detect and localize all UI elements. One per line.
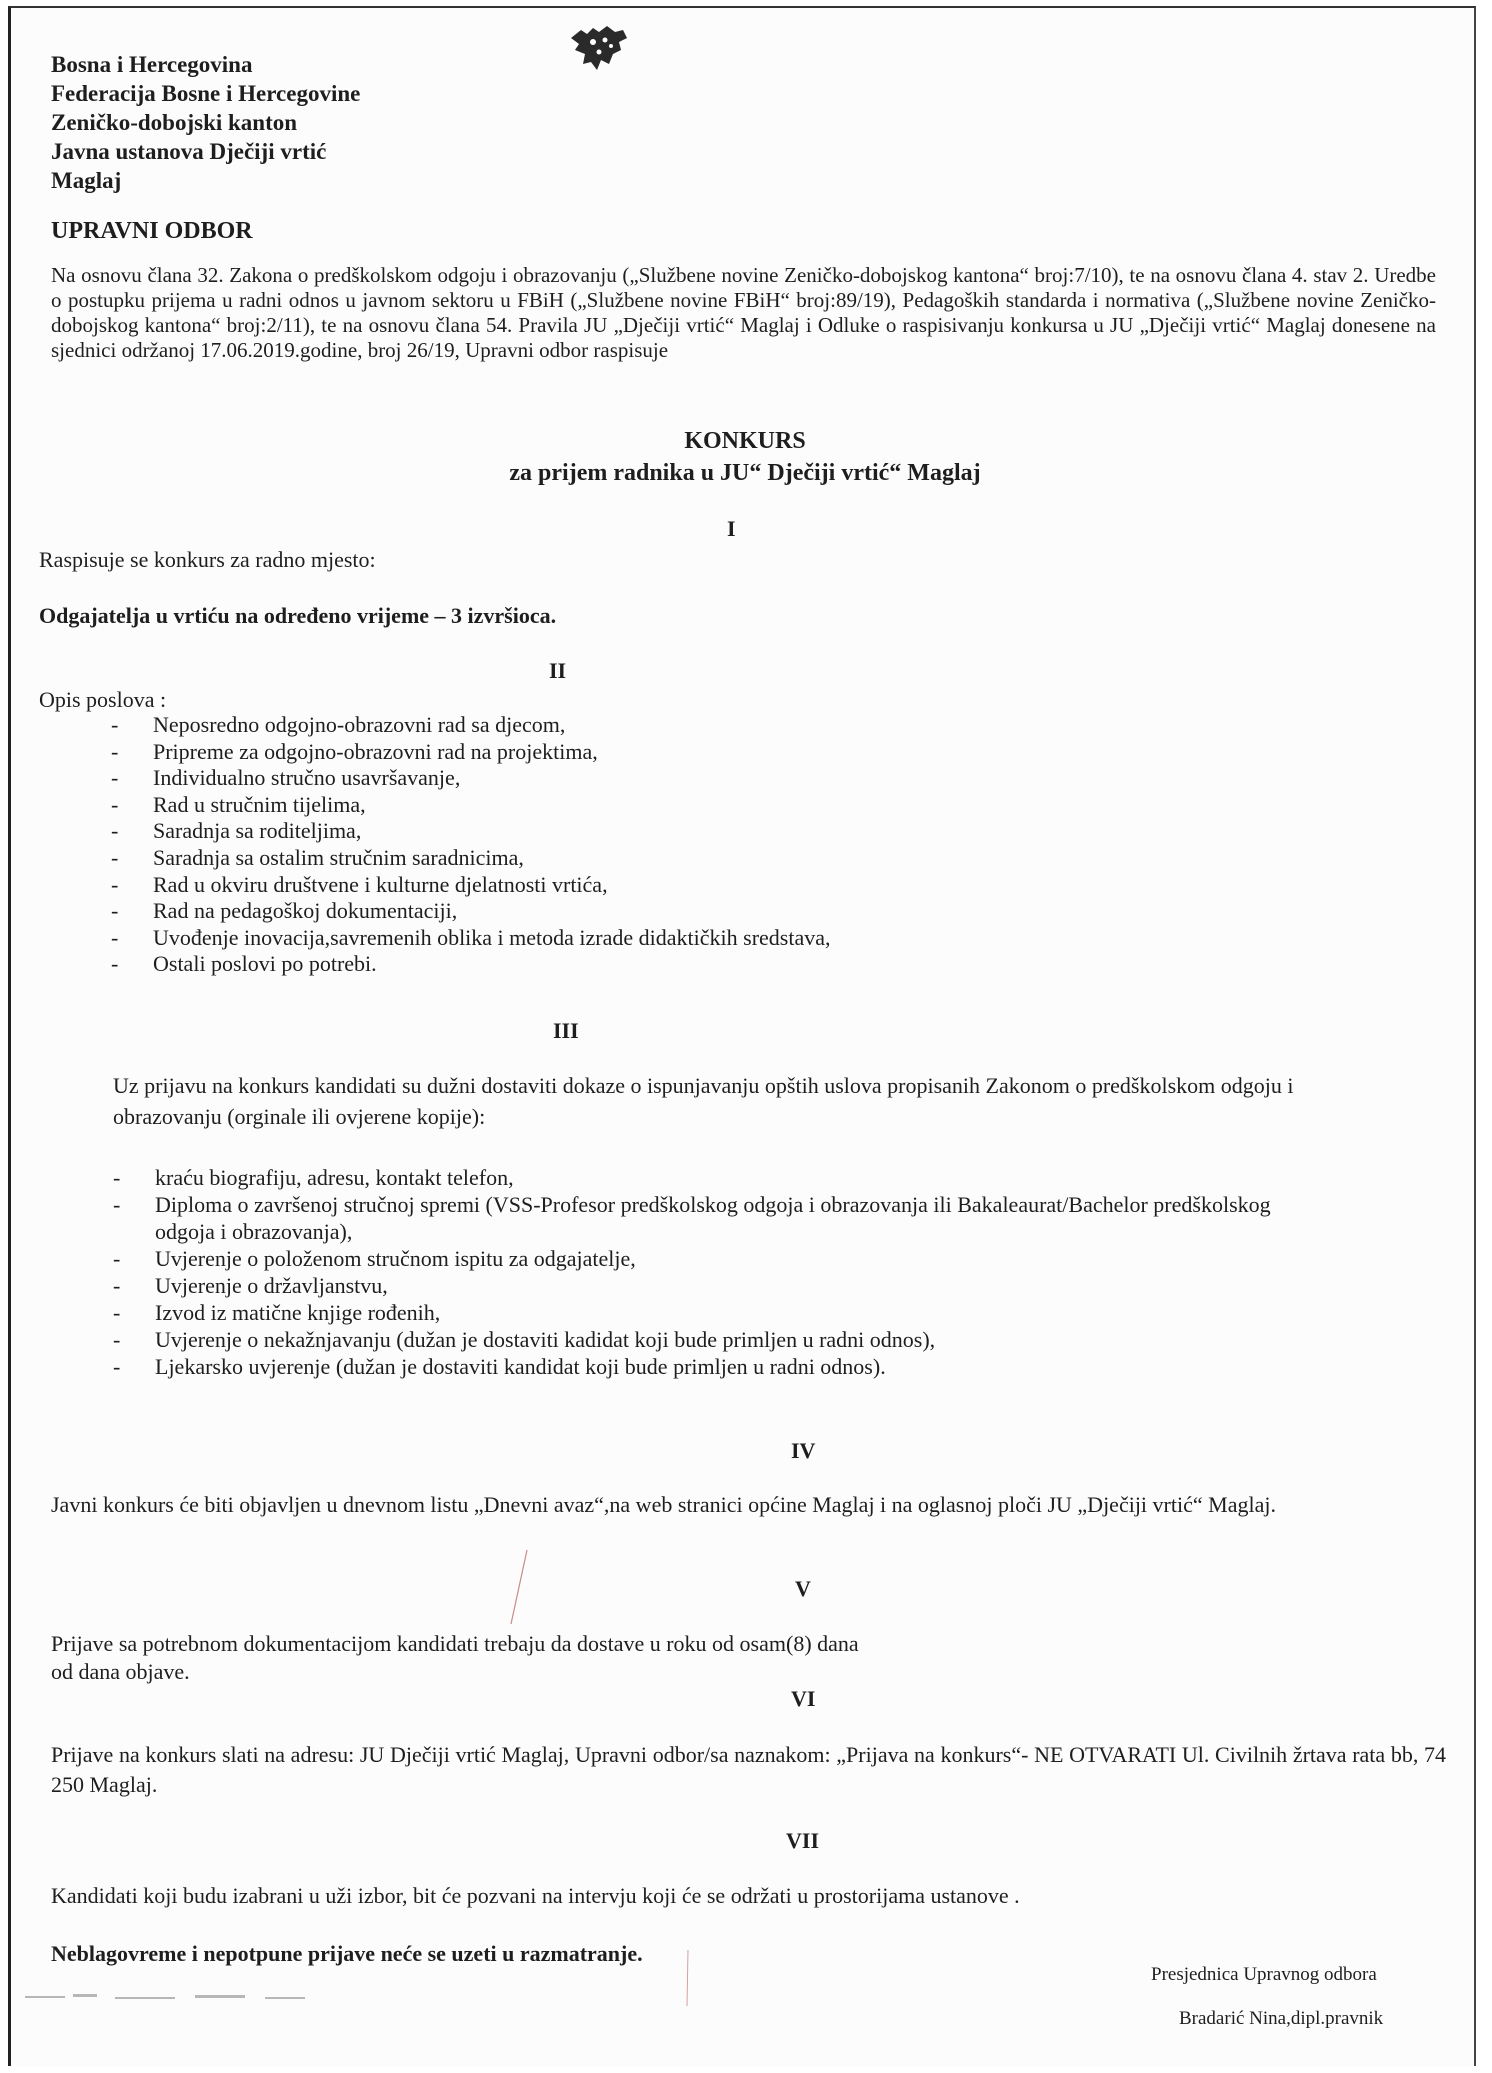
section-1-text: Raspisuje se konkurs za radno mjesto:: [39, 547, 376, 572]
intro-paragraph: Na osnovu člana 32. Zakona o predškolskom odgoju i obrazovanju („Službene novine Zeničko-dobojskog kantona“ broj:7/10), te na osnovu člana 4. stav 2. Uredbe o postupku prijema u radni odnos u javnom sektoru u FBiH („Službene novine FBiH“ broj:89/19), Pedagoških standarda i normativa („Službene novine Zeničko-dobojskog kantona“ broj:2/11), te na osnovu člana 54. Pravila JU „Dječiji vrtić“ Maglaj i Odluke o raspisivanju konkursa u JU „Dječiji vrtić“ Maglaj donesene na sjednici održanoj 17.06.2019.godine, broj 26/19, Upravni odbor raspisuje: [51, 263, 1436, 362]
section-7-text: Kandidati koji budu izabrani u uži izbor, bit će pozvani na intervju koji će se održati u prostorijama ustanove .: [51, 1883, 1020, 1908]
list-item: - Individualno stručno usavršavanje,: [111, 765, 1311, 792]
required-documents-list: [113, 1164, 1313, 1380]
section-number-1: I: [727, 516, 736, 541]
section-3-lead: Uz prijavu na konkurs kandidati su dužni dostaviti dokaze o ispunjavanju opštih uslova propisanih Zakonom o predškolskom odgoju i obrazovanju (orginale ili ovjerene kopije):: [113, 1073, 1294, 1129]
document-page: [8, 6, 1476, 2066]
list-item: - Uvjerenje o državljanstvu,: [113, 1272, 1313, 1299]
section-6-text: Prijave na konkurs slati na adresu: JU Dječiji vrtić Maglaj, Upravni odbor/sa naznakom: „Prijava na konkurs“- NE OTVARATI Ul. Civilnih žrtava rata bb, 74 250 Maglaj.: [51, 1742, 1446, 1797]
section-5-text: od dana objave.: [51, 1659, 190, 1684]
document-title: KONKURS: [684, 428, 806, 454]
signature-role: Presjednica Upravnog odbora: [1151, 1964, 1377, 1985]
list-item: - Izvod iz matične knjige rođenih,: [113, 1299, 1313, 1326]
header-city: Maglaj: [51, 168, 122, 193]
section-number-7: VII: [786, 1828, 820, 1853]
list-item: - Neposredno odgojno-obrazovni rad sa djecom,: [111, 712, 1311, 739]
list-item: - Uvođenje inovacija,savremenih oblika i metoda izrade didaktičkih sredstava,: [111, 925, 1311, 952]
signature-name: Bradarić Nina,dipl.pravnik: [1179, 2008, 1384, 2029]
list-item: - Ostali poslovi po potrebi.: [111, 951, 1311, 978]
list-item: - Pripreme za odgojno-obrazovni rad na projektima,: [111, 739, 1311, 766]
list-item: - Rad na pedagoškoj dokumentaciji,: [111, 898, 1311, 925]
header-canton: Zeničko-dobojski kanton: [51, 110, 298, 135]
section-number-6: VI: [791, 1686, 816, 1711]
list-item: - Ljekarsko uvjerenje (dužan je dostaviti kandidat koji bude primljen u radni odnos).: [113, 1353, 1313, 1380]
section-number-4: IV: [791, 1438, 816, 1463]
list-item: - Uvjerenje o nekažnjavanju (dužan je dostaviti kadidat koji bude primljen u radni odnos),: [113, 1326, 1313, 1353]
section-number-5: V: [795, 1576, 811, 1601]
document-subtitle: za prijem radnika u JU“ Dječiji vrtić“ Maglaj: [509, 460, 981, 486]
job-duties-list: [111, 712, 1311, 978]
pen-mark: [683, 1948, 693, 2008]
section-4-text: Javni konkurs će biti objavljen u dnevnom listu „Dnevni avaz“,na web stranici općine Maglaj i na oglasnoj ploči JU „Dječiji vrtić“ Maglaj.: [51, 1492, 1276, 1517]
issuer-header: [51, 50, 360, 195]
section-2-lead: Opis poslova :: [39, 687, 167, 712]
pen-mark: [503, 1548, 533, 1628]
section-5-text: Prijave sa potrebnom dokumentacijom kandidati trebaju da dostave u roku od osam(8) dana: [51, 1631, 859, 1656]
list-item: - Saradnja sa ostalim stručnim saradnicima,: [111, 845, 1311, 872]
board-heading: UPRAVNI ODBOR: [51, 218, 253, 244]
list-item: - kraću biografiju, adresu, kontakt telefon,: [113, 1164, 1313, 1191]
list-item: - Diploma o završenoj stručnoj spremi (VSS-Profesor predškolskog odgoja i obrazovanja ili Bakaleaurat/Bachelor predškolskog odgoja i obrazovanja),: [113, 1191, 1313, 1245]
section-number-2: II: [549, 658, 567, 683]
list-item: - Rad u okviru društvene i kulturne djelatnosti vrtića,: [111, 872, 1311, 899]
header-federation: Federacija Bosne i Hercegovine: [51, 81, 361, 106]
header-institution: Javna ustanova Dječiji vrtić: [51, 139, 327, 164]
section-7-warning: Neblagovreme i nepotpune prijave neće se uzeti u razmatranje.: [51, 1941, 643, 1966]
list-item: - Uvjerenje o položenom stručnom ispitu za odgajatelje,: [113, 1245, 1313, 1272]
scan-smudge: [25, 1988, 325, 2006]
section-number-3: III: [553, 1018, 579, 1043]
list-item: - Rad u stručnim tijelima,: [111, 792, 1311, 819]
list-item: - Saradnja sa roditeljima,: [111, 818, 1311, 845]
section-1-position: Odgajatelja u vrtiću na određeno vrijeme – 3 izvršioca.: [39, 603, 557, 628]
coat-of-arms-icon: [563, 20, 633, 76]
header-country: Bosna i Hercegovina: [51, 52, 253, 77]
